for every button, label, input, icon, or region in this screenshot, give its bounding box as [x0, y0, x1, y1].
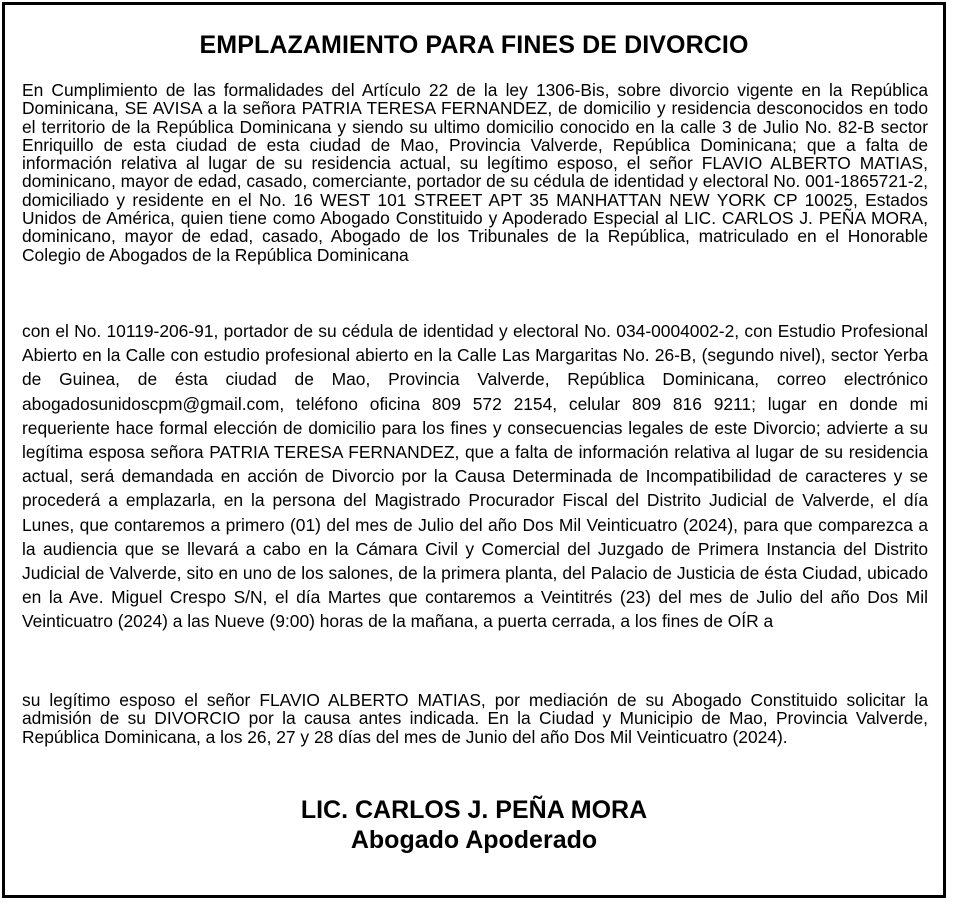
notice-title: EMPLAZAMIENTO PARA FINES DE DIVORCIO [199, 31, 749, 59]
notice-paragraph-1: En Cumplimiento de las formalidades del Artículo 22 de la ley 1306-Bis, sobre divorcio vigente en la República Dominicana, SE AVISA a la señora PATRIA TERESA FERNANDEZ, de domicilio y residencia desconocidos en todo el territorio de la República Dominicana y siendo su ultimo domicilio conocido en la calle 3 de Julio No. 82-B sector Enriquillo de esta ciudad de esta ciudad de Mao, Provincia Valverde, República Dominicana; que a falta de información relativa al lugar de su residencia actual, su legítimo esposo, el señor FLAVIO ALBERTO MATIAS, dominicano, mayor de edad, casado, comerciante, portador de su cédula de identidad y electoral No. 001-1865721-2, domiciliado y residente en el No. 16 WEST 101 STREET APT 35 MANHATTAN NEW YORK CP 10025, Estados Unidos de América, quien tiene como Abogado Constituido y Apoderado Especial al LIC. CARLOS J. PEÑA MORA, dominicano, mayor de edad, casado, Abogado de los Tribunales de la República, matriculado en el Honorable Colegio de Abogados de la República Dominicana [22, 80, 928, 265]
signature-name: LIC. CARLOS J. PEÑA MORA [300, 796, 648, 824]
signature-role: Abogado Apoderado [350, 826, 598, 854]
notice-paragraph-3: su legítimo esposo el señor FLAVIO ALBERTO MATIAS, por mediación de su Abogado Constituido solicitar la admisión de su DIVORCIO por la causa antes indicada. En la Ciudad y Municipio de Mao, Provincia Valverde, República Dominicana, a los 26, 27 y 28 días del mes de Junio del año Dos Mil Veinticuatro (2024). [22, 690, 928, 747]
notice-paragraph-2: con el No. 10119-206-91, portador de su cédula de identidad y electoral No. 034-0004002-2, con Estudio Profesional Abierto en la Calle con estudio profesional abierto en la Calle Las Margaritas No. 26-B, (segundo nivel), sector Yerba de Guinea, de ésta ciudad de Mao, Provincia Valverde, República Dominicana, correo electrónico abogadosunidoscpm@gmail.com, teléfono oficina 809 572 2154, celular 809 816 9211; lugar en donde mi requeriente hace formal elección de domicilio para los fines y consecuencias legales de este Divorcio; advierte a su legítima esposa señora PATRIA TERESA FERNANDEZ, que a falta de información relativa al lugar de su residencia actual, será demandada en acción de Divorcio por la Causa Determinada de Incompatibilidad de caracteres y se procederá a emplazarla, en la persona del Magistrado Procurador Fiscal del Distrito Judicial de Valverde, el día Lunes, que contaremos a primero (01) del mes de Julio del año Dos Mil Veinticuatro (2024), para que comparezca a la audiencia que se llevará a cabo en la Cámara Civil y Comercial del Juzgado de Primera Instancia del Distrito Judicial de Valverde, sito en uno de los salones, de la primera planta, del Palacio de Justicia de ésta Ciudad, ubicado en la Ave. Miguel Crespo S/N, el día Martes que contaremos a Veintitrés (23) del mes de Julio del año Dos Mil Veinticuatro (2024) a las Nueve (9:00) horas de la mañana, a puerta cerrada, a los fines de OÍR a [22, 321, 928, 632]
legal-notice [2, 2, 946, 898]
signature-block [5, 795, 943, 855]
